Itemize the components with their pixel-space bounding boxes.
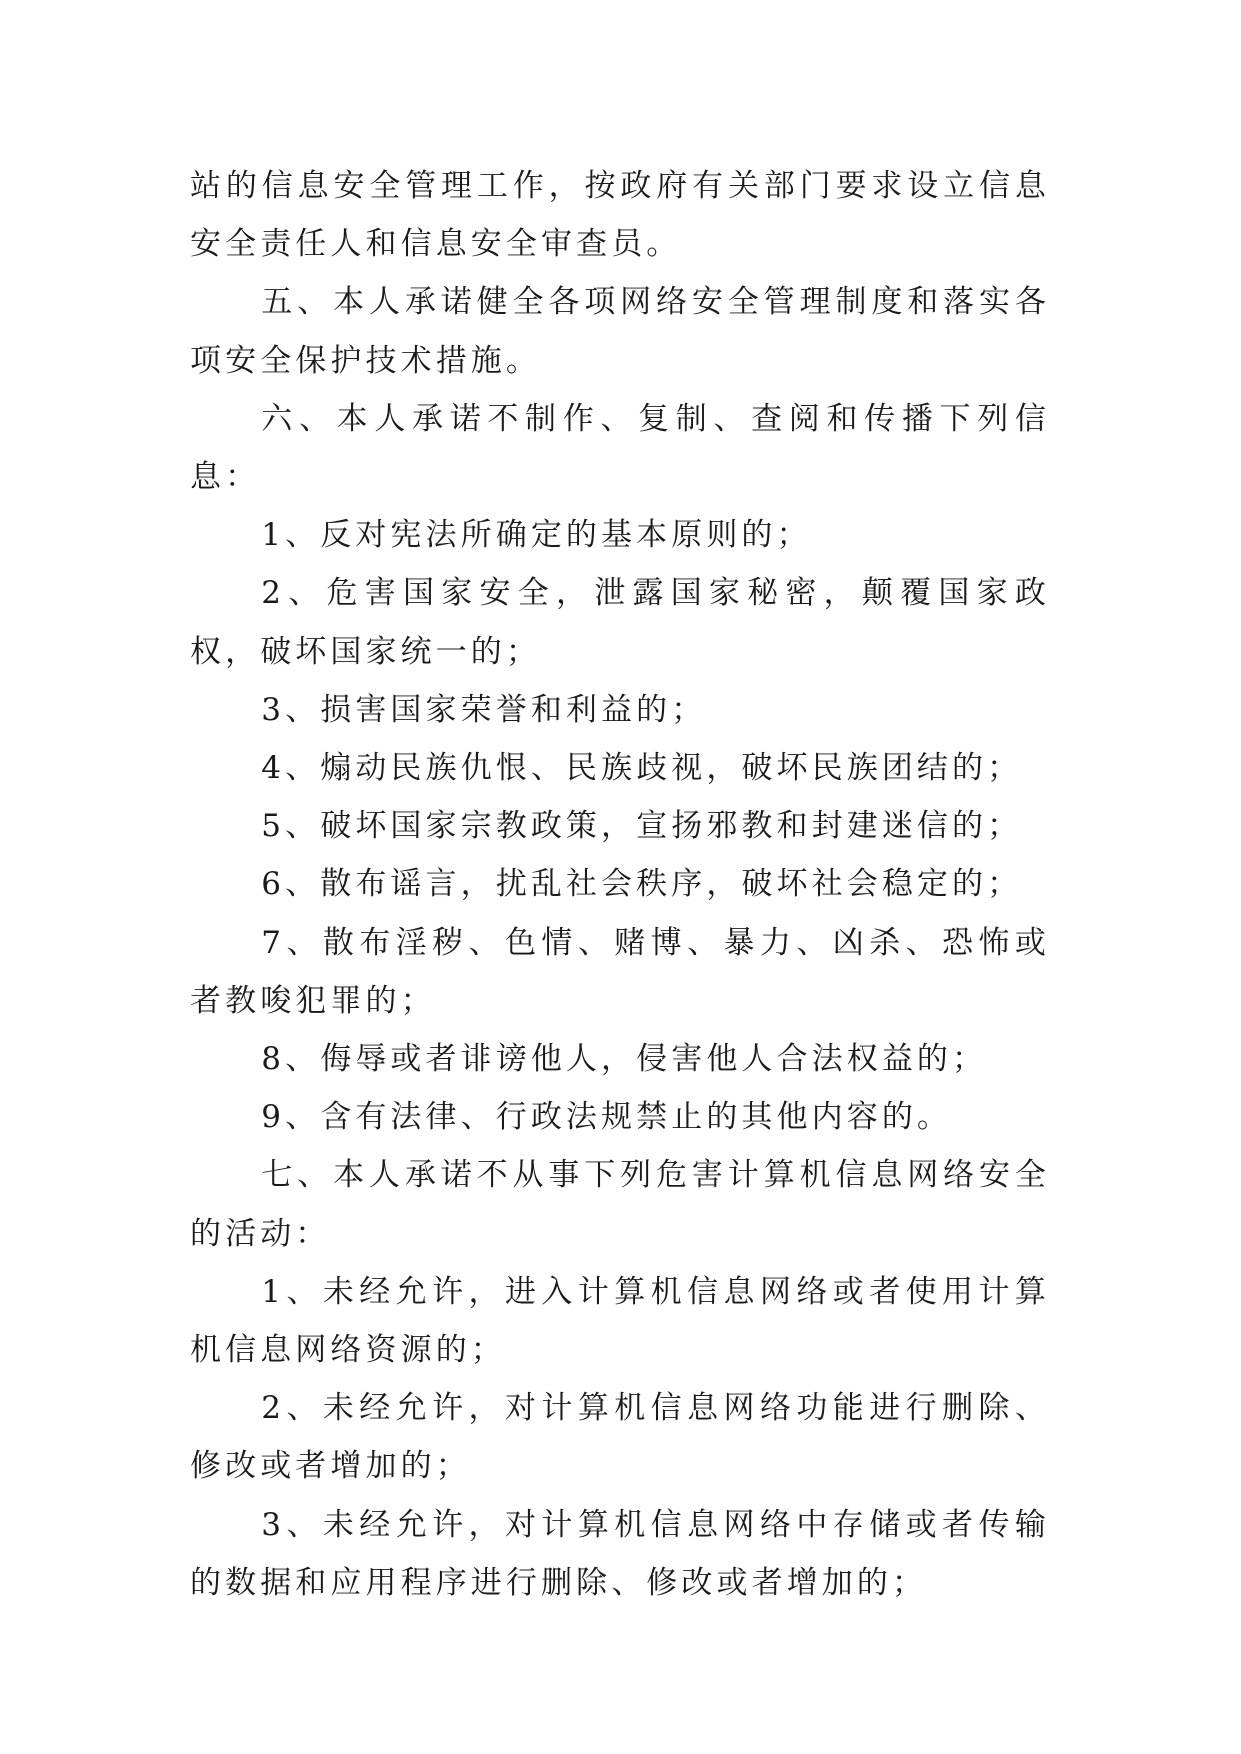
- paragraph-10: 7、散布淫秽、色情、赌博、暴力、凶杀、恐怖或者教唆犯罪的；: [190, 924, 1050, 1019]
- paragraph-7: 4、煽动民族仇恨、民族歧视，破坏民族团结的；: [261, 750, 1023, 787]
- paragraph-1: 站的信息安全管理工作，按政府有关部门要求设立信息安全责任人和信息安全审查员。: [190, 168, 1050, 263]
- paragraph-13: 七、本人承诺不从事下列危害计算机信息网络安全的活动：: [190, 1157, 1050, 1252]
- paragraph-2: 五、本人承诺健全各项网络安全管理制度和落实各项安全保护技术措施。: [190, 284, 1050, 379]
- paragraph-6: 3、损害国家荣誉和利益的；: [261, 691, 707, 728]
- paragraph-9: 6、散布谣言，扰乱社会秩序，破坏社会稳定的；: [261, 866, 1023, 903]
- document-body: [190, 157, 1050, 1612]
- paragraph-3: 六、本人承诺不制作、复制、查阅和传播下列信息：: [190, 400, 1050, 496]
- paragraph-4: 1、反对宪法所确定的基本原则的；: [261, 517, 812, 554]
- paragraph-5: 2、危害国家安全，泄露国家秘密，颠覆国家政权，破坏国家统一的；: [190, 575, 1050, 670]
- paragraph-15: 2、未经允许，对计算机信息网络功能进行删除、修改或者增加的；: [190, 1390, 1050, 1485]
- paragraph-11: 8、侮辱或者诽谤他人，侵害他人合法权益的；: [261, 1041, 988, 1078]
- paragraph-8: 5、破坏国家宗教政策，宣扬邪教和封建迷信的；: [261, 808, 1023, 845]
- paragraph-16: 3、未经允许，对计算机信息网络中存储或者传输的数据和应用程序进行删除、修改或者增加的；: [190, 1506, 1050, 1601]
- paragraph-12: 9、含有法律、行政法规禁止的其他内容的。: [261, 1099, 953, 1136]
- paragraph-14: 1、未经允许，进入计算机信息网络或者使用计算机信息网络资源的；: [190, 1273, 1050, 1369]
